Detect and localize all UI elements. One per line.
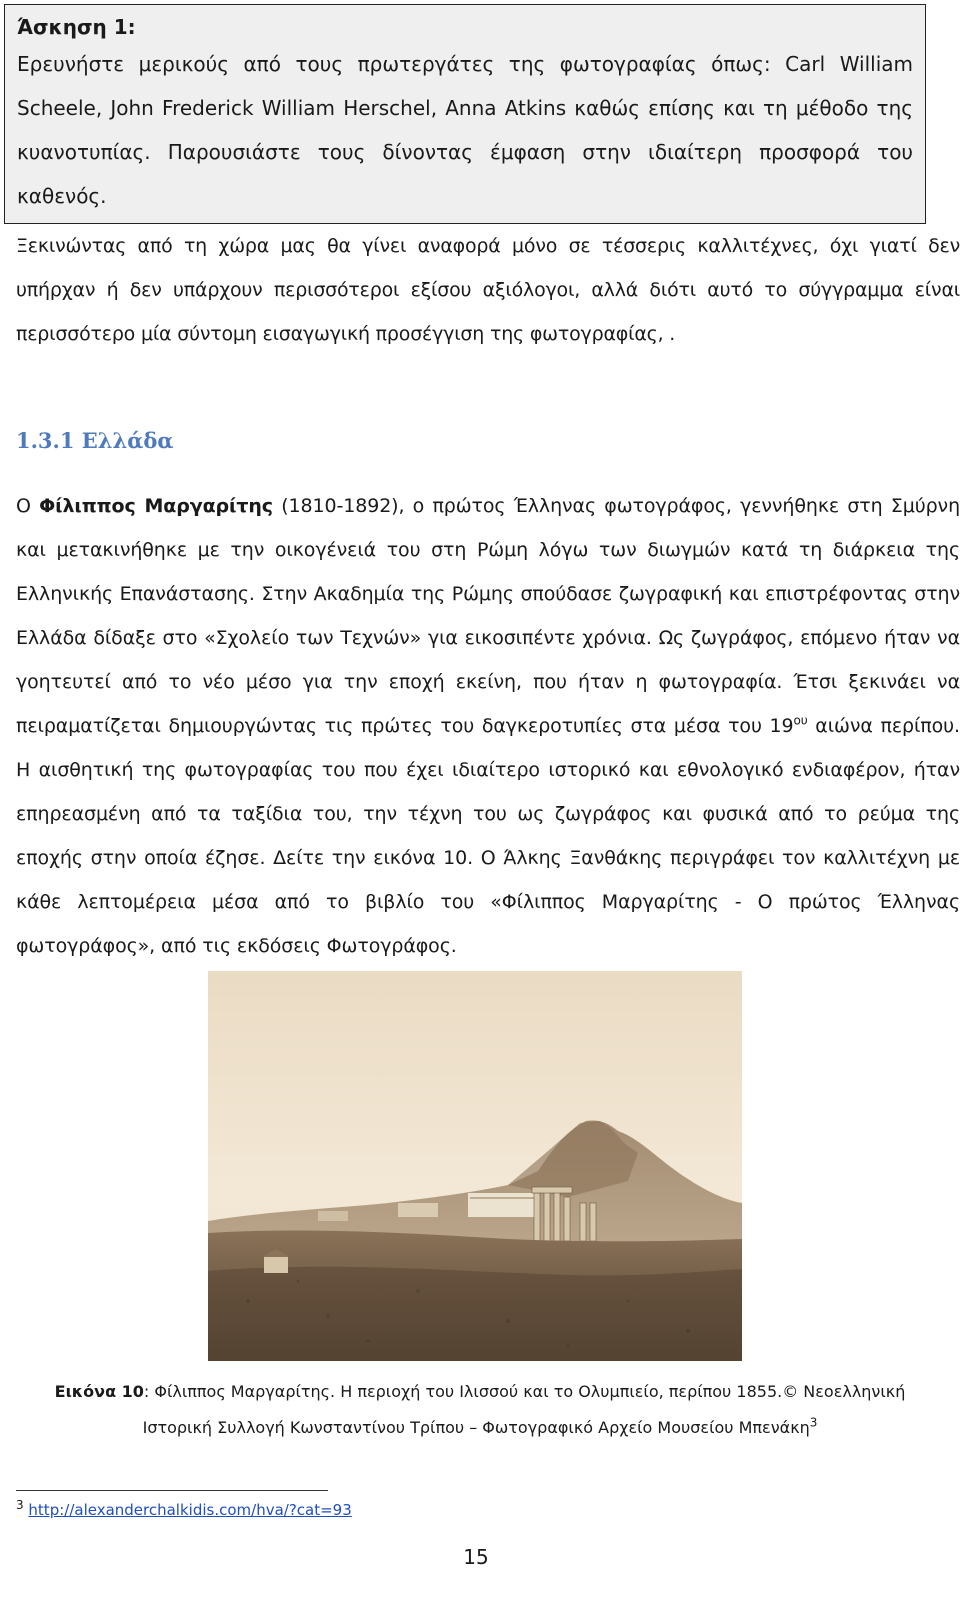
page-number: 15 xyxy=(463,1545,489,1569)
intro-paragraph: Ξεκινώντας από τη χώρα μας θα γίνει αναφορά μόνο σε τέσσερις καλλιτέχνες, όχι γιατί δεν υπήρχαν ή δεν υπάρχουν περισσότεροι εξίσου αξιόλογοι, αλλά διότι αυτό το σύγγραμμα είναι περισσότερο μία σύντομη εισαγωγική προσέγγιση της φωτογραφίας, . xyxy=(16,235,960,345)
body-text-part2: αιώνα περίπου. Η αισθητική της φωτογραφίας του που έχει ιδιαίτερο ιστορικό και εθνολογικό ενδιαφέρον, ήταν επηρεασμένη από τα ταξίδια του, την τέχνη του ως ζωγράφος και φυσικά από το ρεύμα της εποχής στην οποία έζησε. Δείτε την εικόνα 10. Ο Άλκης Ξανθάκης περιγράφει τον καλλιτέχνη με κάθε λεπτομέρεια μέσα από το βιβλίο του «Φίλιππος Μαργαρίτης - Ο πρώτος Έλληνας φωτογράφος», από τις εκδόσεις Φωτογράφος. xyxy=(16,715,960,957)
body-lead: Ο xyxy=(16,495,40,517)
body-text-part1: (1810-1892), ο πρώτος Έλληνας φωτογράφος, γεννήθηκε στη Σμύρνη και μετακινήθηκε με την οικογένειά του στη Ρώμη λόγω των διωγμών κατά τη διάρκεια της Ελληνικής Επανάστασης. Στην Ακαδημία της Ρώμης σπούδασε ζωγραφική και επιστρέφοντας στην Ελλάδα δίδαξε στο «Σχολείο των Τεχνών» για εικοσιπέντε χρόνια. Ως ζωγράφος, επόμενο ήταν να γοητευτεί από το νέο μέσο για την εποχή εκείνη, που ήταν η φωτογραφία. Έτσι ξεκινάει να πειραματίζεται δημιουργώντας τις πρώτες του δαγκεροτυπίες στα μέσα του 19 xyxy=(16,495,960,737)
caption-line-1 xyxy=(40,1374,920,1410)
figure-caption xyxy=(40,1374,920,1446)
footnote-link[interactable]: http://alexanderchalkidis.com/hva/?cat=93 xyxy=(28,1501,352,1519)
caption-text-2: Ιστορική Συλλογή Κωνσταντίνου Τρίπου – Φωτογραφικό Αρχείο Μουσείου Μπενάκη xyxy=(142,1418,810,1437)
footnote xyxy=(16,1498,352,1519)
caption-text-1: : Φίλιππος Μαργαρίτης. Η περιοχή του Ιλισσού και το Ολυμπιείο, περίπου 1855.© Νεοελληνική xyxy=(143,1382,906,1401)
exercise-text: Ερευνήστε μερικούς από τους πρωτεργάτες της φωτογραφίας όπως: Carl William Scheele, John Frederick William Herschel, Anna Atkins καθώς επίσης και τη μέθοδο της κυανοτυπίας. Παρουσιάστε τους δίνοντας έμφαση στην ιδιαίτερη προσφορά του καθενός. xyxy=(17,52,913,208)
section-heading: 1.3.1 Ελλάδα xyxy=(16,428,174,453)
figure-label: Εικόνα 10 xyxy=(54,1382,144,1401)
caption-line-2 xyxy=(40,1410,920,1446)
caption-footnote-ref: 3 xyxy=(809,1415,818,1430)
footnote-number: 3 xyxy=(16,1498,24,1512)
historic-photograph xyxy=(208,971,742,1361)
exercise-box xyxy=(4,4,926,224)
exercise-title: Άσκηση 1: xyxy=(17,15,136,39)
century-superscript: ου xyxy=(793,713,808,728)
photographer-name: Φίλιππος Μαργαρίτης xyxy=(39,495,273,517)
footnote-divider xyxy=(16,1490,328,1491)
body-paragraph xyxy=(16,484,960,968)
